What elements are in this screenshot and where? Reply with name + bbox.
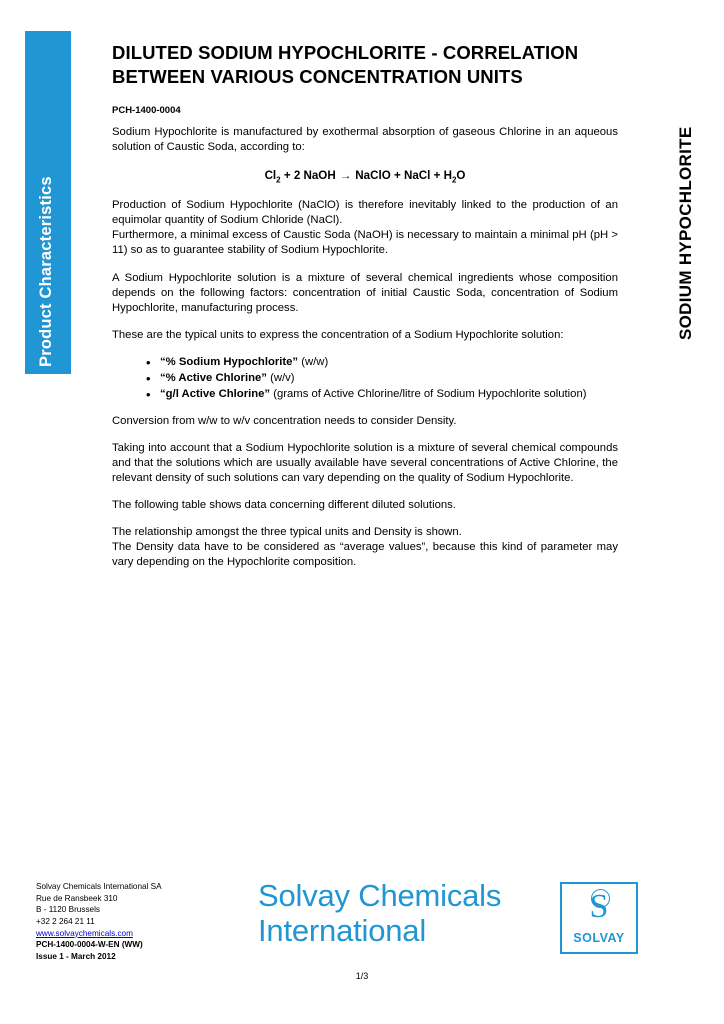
solvay-logo-name: SOLVAY: [573, 931, 625, 945]
equation-right-sub: 2: [451, 175, 457, 185]
unit-term: “g/l Active Chlorine”: [160, 387, 271, 400]
solvay-logo-mark-icon: [562, 888, 636, 925]
footer-issue: Issue 1 - March 2012: [36, 951, 116, 961]
units-list: [112, 355, 618, 402]
density-paragraph: Taking into account that a Sodium Hypochlorite solution is a mixture of several chemical compounds and that the solutions which are usually available have several concentrations of Active Chlorine, the relevant density of such solutions can vary depending on the quality of Sodium Hypochlorite.: [112, 441, 618, 484]
equation-arrow-icon: →: [339, 169, 352, 183]
intro-paragraph: Sodium Hypochlorite is manufactured by exothermal absorption of gaseous Chlorine in an aqueous solution of Caustic Soda, according to:: [112, 126, 618, 154]
equation-left-rest: + 2 NaOH: [280, 169, 336, 183]
brand-line-2: International: [258, 912, 427, 948]
unit-term: “% Active Chlorine”: [160, 371, 267, 384]
conversion-paragraph: Conversion from w/w to w/v concentration needs to consider Density.: [112, 414, 457, 427]
footer-street: Rue de Ransbeek 310: [36, 893, 118, 903]
document-code: PCH-1400-0004: [112, 105, 181, 117]
excess-paragraph: Furthermore, a minimal excess of Caustic Soda (NaOH) is necessary to maintain a minimal pH (pH > 11) so as to guarantee stability of Sodium Hypochlorite.: [112, 229, 618, 257]
document-content: [112, 41, 618, 582]
unit-detail: (w/v): [266, 371, 295, 384]
chemical-equation: [112, 169, 618, 184]
list-item: [146, 387, 618, 402]
solvay-logo: [560, 882, 638, 954]
production-paragraph: Production of Sodium Hypochlorite (NaClO) is therefore inevitably linked to the production of an equimolar quantity of Sodium Chloride (NaCl).: [112, 199, 618, 227]
table-note-paragraph: The following table shows data concerning different diluted solutions.: [112, 499, 456, 511]
equation-left-main: Cl: [264, 169, 277, 183]
footer-doc-ref: PCH-1400-0004-W-EN (WW): [36, 940, 143, 950]
list-item: [146, 355, 618, 370]
footer-company: Solvay Chemicals International SA: [36, 882, 162, 891]
footer-address-block: [36, 881, 162, 962]
footer-phone: +32 2 264 21 11: [36, 916, 95, 926]
equation-right-a: NaClO + NaCl + H: [355, 169, 452, 183]
side-tab-label: Product Characteristics: [37, 176, 55, 367]
list-item: [146, 371, 618, 386]
mixture-paragraph: A Sodium Hypochlorite solution is a mixture of several chemical ingredients whose composition depends on the following factors: concentration of initial Caustic Soda, concentration of Sodium Hypochlorite, manufacturing process.: [112, 271, 618, 314]
product-characteristics-tab: [25, 31, 71, 374]
page-number: 1/3: [355, 971, 369, 981]
page-title: DILUTED SODIUM HYPOCHLORITE - CORRELATION BETWEEN VARIOUS CONCENTRATION UNITS: [112, 42, 579, 88]
page-footer: [0, 876, 724, 1024]
unit-detail: (w/w): [298, 355, 329, 368]
average-values-paragraph: The Density data have to be considered as “average values”, because this kind of parameter may vary depending on the Hypochlorite composition.: [112, 541, 618, 569]
equation-right-b: O: [456, 169, 466, 183]
units-intro-paragraph: These are the typical units to express the concentration of a Sodium Hypochlorite solution:: [112, 328, 564, 341]
brand-line-1: Solvay Chemicals: [258, 878, 502, 913]
footer-website-link[interactable]: www.solvaychemicals.com: [36, 928, 133, 938]
brand-wordmark: [258, 879, 558, 948]
unit-detail: (grams of Active Chlorine/litre of Sodium Hypochlorite solution): [270, 387, 587, 400]
logo-letter: S: [589, 888, 609, 925]
relationship-paragraph: The relationship amongst the three typical units and Density is shown.: [112, 526, 462, 539]
footer-city: B - 1120 Brussels: [36, 905, 101, 915]
equation-left-sub: 2: [276, 175, 281, 185]
product-name-vertical-label: SODIUM HYPOCHLORITE: [676, 126, 695, 340]
unit-term: “% Sodium Hypochlorite”: [160, 355, 299, 368]
